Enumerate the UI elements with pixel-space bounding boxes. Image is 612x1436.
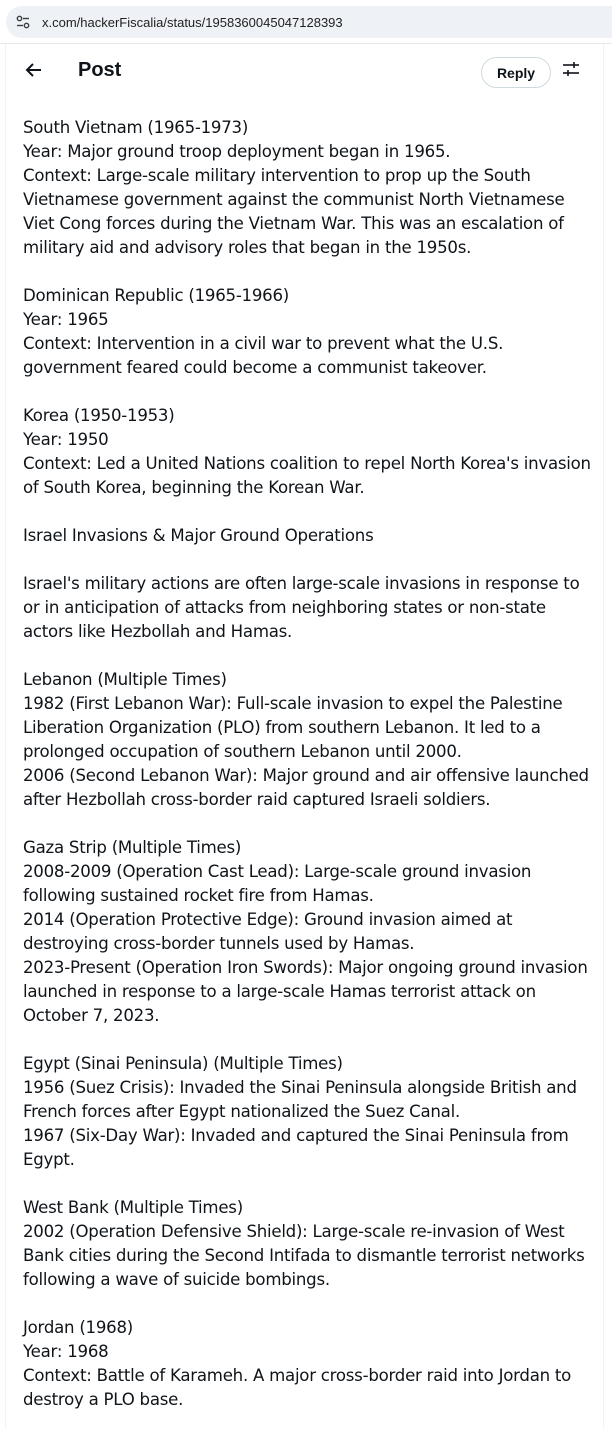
post-paragraph (23, 284, 593, 380)
paragraph-line: 2023-Present (Operation Iron Swords): Major ongoing ground invasion launched in response to a large-scale Hamas terrorist attack on October 7, 2023. (23, 958, 588, 1025)
paragraph-heading: Lebanon (Multiple Times) (23, 670, 227, 689)
post-header (6, 44, 603, 100)
paragraph-heading: Egypt (Sinai Peninsula) (Multiple Times) (23, 1054, 343, 1073)
page-title: Post (78, 59, 122, 81)
paragraph-heading: Israel's military actions are often large-scale invasions in response to or in anticipation of attacks from neighboring states or non-state actors like Hezbollah and Hamas. (23, 574, 580, 641)
paragraph-line: 1982 (First Lebanon War): Full-scale invasion to expel the Palestine Liberation Organization (PLO) from southern Lebanon. It led to a prolonged occupation of southern Lebanon until 2000. (23, 694, 563, 761)
paragraph-line: 2014 (Operation Protective Edge): Ground invasion aimed at destroying cross-border tunnels used by Hamas. (23, 910, 513, 953)
paragraph-line: Year: 1965 (23, 310, 109, 329)
post-paragraph (23, 1316, 593, 1412)
post-paragraph (23, 836, 593, 1028)
post-text (23, 116, 593, 1436)
paragraph-line: 2006 (Second Lebanon War): Major ground and air offensive launched after Hezbollah cross-border raid captured Israeli soldiers. (23, 766, 589, 809)
paragraph-line: 2002 (Operation Defensive Shield): Large-scale re-invasion of West Bank cities during the Second Intifada to dismantle terrorist networks following a wave of suicide bombings. (23, 1222, 585, 1289)
paragraph-line: 1967 (Six-Day War): Invaded and captured the Sinai Peninsula from Egypt. (23, 1126, 569, 1169)
url-field[interactable] (6, 6, 612, 38)
back-button[interactable] (20, 58, 48, 86)
paragraph-line: Context: Battle of Karameh. A major cross-border raid into Jordan to destroy a PLO base. (23, 1366, 572, 1409)
reply-button[interactable]: Reply (481, 57, 551, 88)
paragraph-line: Context: Large-scale military intervention to prop up the South Vietnamese government against the communist North Vietnamese Viet Cong forces during the Vietnam War. This was an escalation of military aid and advisory roles that began in the 1950s. (23, 166, 565, 257)
paragraph-heading: Gaza Strip (Multiple Times) (23, 838, 242, 857)
post-paragraph (23, 1196, 593, 1292)
url-text: x.com/hackerFiscalia/status/1958360045047128393 (42, 14, 343, 30)
post-paragraph (23, 572, 593, 644)
paragraph-heading: Korea (1950-1953) (23, 406, 175, 425)
arrow-left-icon (25, 62, 43, 83)
post-paragraph (23, 404, 593, 500)
paragraph-line: Context: Intervention in a civil war to prevent what the U.S. government feared could become a communist takeover. (23, 334, 504, 377)
sliders-icon (562, 61, 580, 82)
browser-address-bar (0, 0, 612, 44)
post-paragraph (23, 668, 593, 812)
paragraph-line: Year: 1950 (23, 430, 109, 449)
paragraph-line: Year: 1968 (23, 1342, 109, 1361)
paragraph-heading: Israel Invasions & Major Ground Operations (23, 526, 374, 545)
post-paragraph (23, 524, 593, 548)
paragraph-line: Context: Led a United Nations coalition to repel North Korea's invasion of South Korea, beginning the Korean War. (23, 454, 591, 497)
paragraph-line: 1956 (Suez Crisis): Invaded the Sinai Peninsula alongside British and French forces after Egypt nationalized the Suez Canal. (23, 1078, 577, 1121)
paragraph-line: 2008-2009 (Operation Cast Lead): Large-scale ground invasion following sustained rocket fire from Hamas. (23, 862, 532, 905)
paragraph-heading: West Bank (Multiple Times) (23, 1198, 243, 1217)
paragraph-line: Year: Major ground troop deployment began in 1965. (23, 142, 451, 161)
post-paragraph (23, 1052, 593, 1172)
tune-icon[interactable] (12, 11, 34, 33)
post-paragraph (23, 116, 593, 260)
settings-button[interactable] (559, 59, 583, 83)
paragraph-heading: Dominican Republic (1965-1966) (23, 286, 290, 305)
paragraph-heading: Jordan (1968) (23, 1318, 133, 1337)
paragraph-heading: South Vietnam (1965-1973) (23, 118, 249, 137)
post-card (5, 44, 604, 1428)
